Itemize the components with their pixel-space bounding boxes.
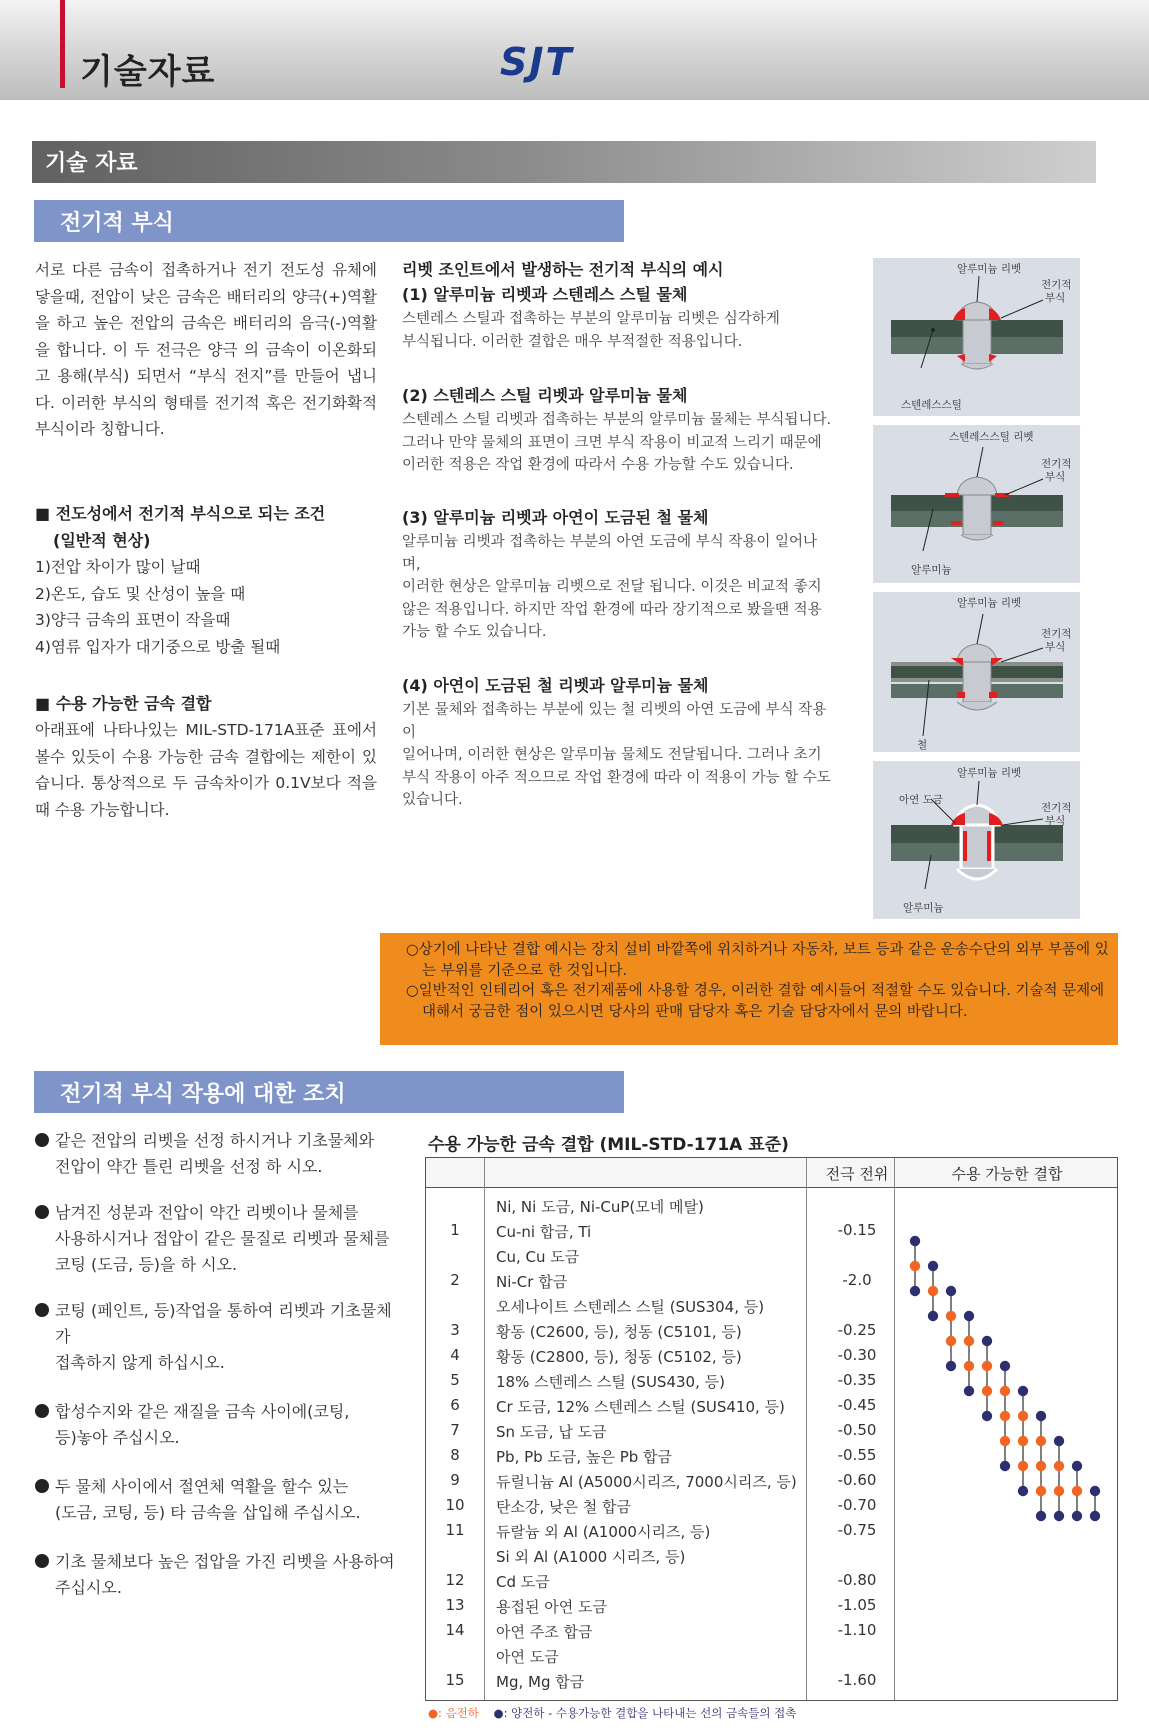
diagram-label: 알루미늄: [903, 902, 944, 914]
row-metal: Ni-Cr 합금: [496, 1273, 568, 1291]
bullet-icon: [35, 1554, 49, 1568]
row-metal: Pb, Pb 도금, 높은 Pb 합금: [496, 1448, 673, 1466]
measure-item: 남겨진 성분과 전압이 약간 리벳이나 물체를 사용하시거나 접압이 같은 물질로 리벳과 물체를 코팅 (도금, 등)을 하 시오.: [35, 1200, 405, 1278]
table-header: [426, 1158, 1117, 1188]
cathode-dot: [910, 1261, 920, 1271]
row-potential: -0.45: [837, 1396, 877, 1414]
anode-dot: [1090, 1486, 1100, 1496]
row-metal: 듀릴니늄 Al (A5000시리즈, 7000시리즈, 등): [496, 1473, 797, 1491]
anode-dot: [1000, 1361, 1010, 1371]
condition-item: 2)온도, 습도 및 산성이 높을 때: [35, 584, 246, 603]
cathode-dot: [1036, 1486, 1046, 1496]
table-title: 수용 가능한 금속 결합 (MIL-STD-171A 표준): [428, 1135, 789, 1155]
diagram-label: 스텐레스스틸 리벳: [949, 431, 1034, 443]
row-potential: -0.80: [837, 1571, 877, 1589]
diagram-label: 전기적: [1041, 458, 1072, 470]
measures-list: [35, 1128, 405, 1601]
row-number: 15: [445, 1671, 465, 1689]
row-potential: -0.50: [837, 1421, 877, 1439]
section-title: 기술 자료: [45, 151, 138, 176]
notice-box: [380, 933, 1118, 1045]
diagram-label: 부식: [1045, 815, 1066, 827]
anode-dot: [1090, 1511, 1100, 1521]
bullet-icon: [35, 1205, 49, 1219]
row-potential: -1.60: [837, 1671, 877, 1689]
legend-anode: ●: 양전하 - 수용가능한 결합을 나타내는 선의 금속들의 접촉: [493, 1706, 797, 1720]
row-number: 7: [450, 1421, 460, 1439]
anode-dot: [982, 1411, 992, 1421]
example-2-line: 그러나 만약 물체의 표면이 크면 부식 작용이 비교적 느리기 때문에: [402, 434, 822, 451]
allowed-text: 아래표에 나타나있는 MIL-STD-171A표준 표에서 볼수 있듯이 수용 가능한 금속 결합에는 제한이 있습니다. 통상적으로 두 금속차이가 0.1V보다 적을때 수용 가능합니다.: [35, 721, 377, 819]
compatibility-table: [425, 1157, 1118, 1701]
row-number: 8: [450, 1446, 460, 1464]
cathode-dot: [1054, 1461, 1064, 1471]
heading-countermeasures: 전기적 부식 작용에 대한 조치: [34, 1071, 624, 1113]
row-potential: -0.25: [837, 1321, 877, 1339]
cathode-dot: [1000, 1411, 1010, 1421]
cathode-dot: [1036, 1436, 1046, 1446]
cathode-dot: [1072, 1486, 1082, 1496]
example-1-line: 스텐레스 스틸과 접촉하는 부분의 알루미늄 리벳은 심각하게: [402, 311, 780, 327]
cathode-dot: [1054, 1486, 1064, 1496]
rivet-diagram-1: [873, 258, 1080, 416]
example-1-title: (1) 알루미늄 리벳과 스텐레스 스틸 물체: [402, 285, 688, 304]
logo-text: SJT: [500, 40, 574, 84]
row-metal: 탄소강, 낮은 철 합금: [496, 1498, 631, 1516]
cathode-dot: [982, 1361, 992, 1371]
row-metal: Cu-ni 합금, Ti: [496, 1223, 592, 1241]
row-number: 1: [450, 1221, 460, 1239]
allowed-title: ■ 수용 가능한 금속 결합: [35, 694, 212, 713]
allowed-block: [35, 690, 377, 823]
header-title: 기술자료: [80, 52, 216, 92]
row-number: 13: [445, 1596, 465, 1614]
notice-paragraph: ○상기에 나타난 결합 예시는 장치 설비 바깥쪽에 위치하거나 자동차, 보트 등과 같은 운송수단의 외부 부품에 있는 부위를 기준으로 한 것입니다.: [406, 942, 1109, 979]
row-number: 10: [445, 1496, 465, 1514]
example-4-line: 부식 작용이 아주 적으므로 작업 환경에 따라 이 적용이 가능 할 수도: [402, 769, 831, 786]
diagram-label: 전기적: [1041, 628, 1072, 640]
condition-item: 4)염류 입자가 대기중으로 방출 될때: [35, 637, 281, 656]
row-potential: -0.15: [837, 1221, 877, 1239]
row-potential: -0.35: [837, 1371, 877, 1389]
row-metal: 18% 스텐레스 스틸 (SUS430, 등): [496, 1373, 725, 1391]
row-potential: -0.70: [837, 1496, 877, 1514]
notice-paragraph: ○일반적인 인테리어 혹은 전기제품에 사용할 경우, 이러한 결합 예시들어 적절할 수도 있습니다. 기술적 문제에 대해서 궁금한 점이 있으시면 당사의 판매 담당자 혹은 기술 담당자에서 문의 바랍니다.: [406, 983, 1105, 1020]
bullet-icon: [35, 1133, 49, 1147]
anode-dot: [982, 1336, 992, 1346]
example-1-line: 부식됩니다. 이러한 결합은 매우 부적절한 적용입니다.: [402, 333, 743, 350]
bullet-icon: [35, 1479, 49, 1493]
diagram-label: 부식: [1045, 641, 1066, 653]
cathode-dot: [1018, 1411, 1028, 1421]
anode-dot: [910, 1286, 920, 1296]
diagram-label: 알루미늄 리벳: [957, 597, 1022, 609]
anode-dot: [928, 1261, 938, 1271]
row-number: 2: [450, 1271, 460, 1289]
row-metal: 용접된 아연 도금: [496, 1598, 607, 1616]
examples-title: 리벳 조인트에서 발생하는 전기적 부식의 예시: [402, 260, 724, 279]
rivet-diagram-2: [873, 425, 1080, 583]
row-metal: Mg, Mg 합금: [496, 1673, 585, 1691]
row-metal: Ni, Ni 도금, Ni-CuP(모네 메탈): [496, 1198, 704, 1216]
table-header-cell: 수용 가능한 결합: [951, 1165, 1063, 1183]
example-4-line: 있습니다.: [402, 792, 463, 808]
row-number: 9: [450, 1471, 460, 1489]
anode-dot: [1036, 1411, 1046, 1421]
cathode-dot: [982, 1386, 992, 1396]
cathode-dot: [964, 1336, 974, 1346]
table-legend: [428, 1705, 796, 1721]
example-2-line: 스텐레스 스틸 리벳과 접촉하는 부분의 알루미늄 물체는 부식됩니다.: [402, 412, 832, 428]
anode-dot: [910, 1236, 920, 1246]
row-number: 3: [450, 1321, 460, 1339]
row-potential: -0.75: [837, 1521, 877, 1539]
bullet-icon: [35, 1404, 49, 1418]
row-metal: 오세나이트 스텐레스 스틸 (SUS304, 등): [496, 1298, 765, 1316]
row-potential: -0.55: [837, 1446, 877, 1464]
example-4-line: 기본 물체와 접촉하는 부분에 있는 철 리벳의 아연 도금에 부식 작용이: [402, 702, 827, 741]
row-potential: -0.60: [837, 1471, 877, 1489]
row-metal: Sn 도금, 납 도금: [496, 1423, 607, 1441]
rivet-diagram-4: [873, 761, 1080, 919]
row-metal: Cr 도금, 12% 스텐레스 스틸 (SUS410, 등): [496, 1398, 785, 1416]
row-potential: -0.30: [837, 1346, 877, 1364]
row-metal: 아연 주조 합금: [496, 1623, 593, 1641]
anode-dot: [1072, 1461, 1082, 1471]
legend-cathode: ●: 음전하: [428, 1706, 479, 1720]
row-number: 4: [450, 1346, 460, 1364]
diagram-label: 알루미늄: [911, 564, 952, 576]
measure-item: 코팅 (페인트, 등)작업을 통하여 리벳과 기초물체가 접촉하지 않게 하십시오.: [35, 1298, 405, 1376]
example-3-line: 가능 할 수도 있습니다.: [402, 624, 547, 640]
anode-dot: [1018, 1486, 1028, 1496]
header-accent-bar: [60, 0, 65, 88]
section-title-bar: [32, 141, 1096, 183]
diagram-label: 전기적: [1041, 279, 1072, 291]
row-metal: 아연 도금: [496, 1648, 559, 1666]
diagram-label: 아연 도금: [899, 794, 943, 806]
anode-dot: [946, 1286, 956, 1296]
row-metal: 듀랄늄 외 Al (A1000시리즈, 등): [496, 1523, 711, 1541]
cathode-dot: [928, 1286, 938, 1296]
example-3: [402, 505, 832, 644]
cathode-dot: [964, 1361, 974, 1371]
cathode-dot: [1036, 1461, 1046, 1471]
condition-item: 3)양극 금속의 표면이 작을때: [35, 611, 231, 629]
row-metal: 황동 (C2800, 등), 청동 (C5102, 등): [496, 1348, 742, 1366]
example-4: [402, 673, 832, 812]
diagram-label: 알루미늄 리벳: [957, 767, 1022, 779]
row-number: 11: [445, 1521, 465, 1539]
bullet-icon: [35, 1303, 49, 1317]
intro-paragraph: 서로 다른 금속이 접촉하거나 전기 전도성 유체에 닿을때, 전압이 낮은 금속은 배터리의 양극(+)역활을 하고 높은 전압의 금속은 배터리의 음극(-)역활을 합니다. 이 두 전극은 양극 의 금속이 이온화되고 용해(부식) 되면서 “부식 전지”를 만들어 냅니다. 이러한 부식의 형태를 전기적 혹은 전기화확적 부식이라 칭합니다.: [35, 261, 377, 438]
cathode-dot: [1018, 1436, 1028, 1446]
anode-dot: [964, 1386, 974, 1396]
table-header-cell: 전극 전위: [825, 1165, 889, 1183]
example-2: [402, 383, 832, 477]
examples-block: [402, 258, 832, 353]
row-number: 5: [450, 1371, 460, 1389]
measure-item: 기초 물체보다 높은 접압을 가진 리벳을 사용하여 주십시오.: [35, 1549, 405, 1601]
diagram-label: 알루미늄 리벳: [957, 263, 1022, 275]
anode-dot: [964, 1311, 974, 1321]
example-4-line: 일어나며, 이러한 현상은 알루미늄 물체도 전달됩니다. 그러나 초기: [402, 747, 822, 763]
row-metal: 황동 (C2600, 등), 청동 (C5101, 등): [496, 1323, 742, 1341]
row-potential: -2.0: [842, 1271, 872, 1289]
example-3-line: 이러한 현상은 알루미늄 리벳으로 전달 됩니다. 이것은 비교적 좋지: [402, 579, 822, 595]
anode-dot: [928, 1311, 938, 1321]
example-4-title: (4) 아연이 도금된 철 리벳과 알루미늄 물체: [402, 676, 709, 695]
heading-galvanic-corrosion: 전기적 부식: [34, 200, 624, 242]
example-2-line: 이러한 적용은 작업 환경에 따라서 수용 가능할 수도 있습니다.: [402, 457, 794, 473]
condition-item: 1)전압 차이가 많이 날때: [35, 558, 201, 576]
rivet-diagram-3: [873, 592, 1080, 752]
conditions-title: ■ 전도성에서 전기적 부식으로 되는 조건: [35, 504, 326, 523]
example-3-line: 알루미늄 리벳과 접촉하는 부분의 아연 도금에 부식 작용이 일어나며,: [402, 534, 818, 573]
anode-dot: [1054, 1511, 1064, 1521]
cathode-dot: [1000, 1436, 1010, 1446]
diagram-label: 부식: [1045, 292, 1066, 304]
measure-item: 합성수지와 같은 재질을 금속 사이에(코팅, 등)놓아 주십시오.: [35, 1399, 405, 1451]
conditions-subtitle: (일반적 현상): [53, 531, 151, 550]
row-metal: Cd 도금: [496, 1573, 550, 1591]
measure-item: 같은 전압의 리벳을 선정 하시거나 기초물체와 전압이 약간 틀린 리벳을 선정 하 시오.: [35, 1128, 405, 1180]
example-3-line: 않은 적용입니다. 하지만 작업 환경에 따라 장기적으로 봤을땐 적용: [402, 601, 822, 618]
diagram-label: 철: [917, 739, 928, 751]
cathode-dot: [946, 1336, 956, 1346]
row-number: 6: [450, 1396, 460, 1414]
conditions-block: [35, 500, 380, 660]
diagram-label: 전기적: [1041, 802, 1072, 814]
example-3-title: (3) 알루미늄 리벳과 아연이 도금된 철 물체: [402, 508, 709, 527]
anode-dot: [1018, 1386, 1028, 1396]
cathode-dot: [946, 1311, 956, 1321]
anode-dot: [1036, 1511, 1046, 1521]
company-logo: [500, 40, 573, 84]
compatibility-chart: [895, 1189, 1117, 1699]
measure-item: 두 물체 사이에서 절연체 역활을 할수 있는 (도금, 코팅, 등) 타 금속을 삽입해 주십시오.: [35, 1474, 405, 1526]
anode-dot: [1000, 1461, 1010, 1471]
row-potential: -1.05: [837, 1596, 877, 1614]
row-potential: -1.10: [837, 1621, 877, 1639]
example-2-title: (2) 스텐레스 스틸 리벳과 알루미늄 물체: [402, 386, 688, 405]
row-metal: Cu, Cu 도금: [496, 1248, 580, 1266]
row-metal: Si 외 Al (A1000 시리즈, 등): [496, 1548, 686, 1566]
diagram-label: 스텐레스스틸: [901, 399, 962, 411]
diagram-label: 부식: [1045, 471, 1066, 483]
row-number: 12: [445, 1571, 465, 1589]
anode-dot: [946, 1361, 956, 1371]
anode-dot: [1054, 1436, 1064, 1446]
row-number: 14: [445, 1621, 465, 1639]
cathode-dot: [1000, 1386, 1010, 1396]
cathode-dot: [1018, 1461, 1028, 1471]
anode-dot: [1072, 1511, 1082, 1521]
table-divider: [484, 1158, 485, 1700]
